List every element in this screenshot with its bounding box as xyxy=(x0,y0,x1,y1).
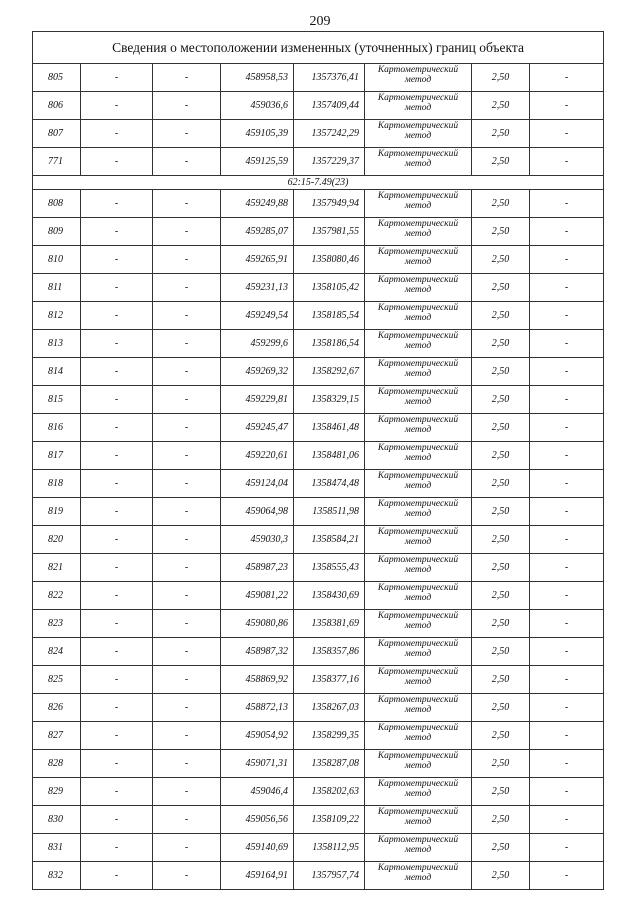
accuracy-cell: 2,50 xyxy=(472,470,530,498)
accuracy-cell: 2,50 xyxy=(472,246,530,274)
accuracy-cell: 2,50 xyxy=(472,498,530,526)
point-number-cell: 820 xyxy=(33,526,81,554)
point-number-cell: 813 xyxy=(33,330,81,358)
accuracy-cell: 2,50 xyxy=(472,386,530,414)
accuracy-cell: 2,50 xyxy=(472,694,530,722)
y-coordinate-cell: 1358461,48 xyxy=(294,414,365,442)
old-y-cell: - xyxy=(153,246,221,274)
old-x-cell: - xyxy=(81,722,153,750)
y-coordinate-cell: 1358109,22 xyxy=(294,806,365,834)
old-x-cell: - xyxy=(81,778,153,806)
x-coordinate-cell: 459249,88 xyxy=(221,190,294,218)
old-x-cell: - xyxy=(81,666,153,694)
description-cell: - xyxy=(530,722,604,750)
old-x-cell: - xyxy=(81,554,153,582)
point-number-cell: 808 xyxy=(33,190,81,218)
old-y-cell: - xyxy=(153,834,221,862)
accuracy-cell: 2,50 xyxy=(472,554,530,582)
point-number-cell: 831 xyxy=(33,834,81,862)
method-cell: Картометрический метод xyxy=(365,442,472,470)
table-title-row xyxy=(33,32,604,64)
description-cell: - xyxy=(530,862,604,890)
old-y-cell: - xyxy=(153,274,221,302)
old-y-cell: - xyxy=(153,694,221,722)
table-row xyxy=(33,526,604,554)
method-cell: Картометрический метод xyxy=(365,526,472,554)
table-row xyxy=(33,302,604,330)
method-cell: Картометрический метод xyxy=(365,750,472,778)
description-cell: - xyxy=(530,554,604,582)
accuracy-cell: 2,50 xyxy=(472,442,530,470)
accuracy-cell: 2,50 xyxy=(472,750,530,778)
x-coordinate-cell: 459220,61 xyxy=(221,442,294,470)
old-y-cell: - xyxy=(153,218,221,246)
accuracy-cell: 2,50 xyxy=(472,610,530,638)
table-row xyxy=(33,750,604,778)
y-coordinate-cell: 1358185,54 xyxy=(294,302,365,330)
y-coordinate-cell: 1358584,21 xyxy=(294,526,365,554)
y-coordinate-cell: 1358292,67 xyxy=(294,358,365,386)
point-number-cell: 832 xyxy=(33,862,81,890)
point-number-cell: 824 xyxy=(33,638,81,666)
y-coordinate-cell: 1358105,42 xyxy=(294,274,365,302)
point-number-cell: 810 xyxy=(33,246,81,274)
method-cell: Картометрический метод xyxy=(365,330,472,358)
y-coordinate-cell: 1358377,16 xyxy=(294,666,365,694)
x-coordinate-cell: 458958,53 xyxy=(221,64,294,92)
y-coordinate-cell: 1358299,35 xyxy=(294,722,365,750)
y-coordinate-cell: 1358381,69 xyxy=(294,610,365,638)
old-y-cell: - xyxy=(153,442,221,470)
point-number-cell: 827 xyxy=(33,722,81,750)
old-y-cell: - xyxy=(153,470,221,498)
table-row xyxy=(33,722,604,750)
description-cell: - xyxy=(530,694,604,722)
point-number-cell: 809 xyxy=(33,218,81,246)
y-coordinate-cell: 1357409,44 xyxy=(294,92,365,120)
old-x-cell: - xyxy=(81,148,153,176)
old-y-cell: - xyxy=(153,330,221,358)
old-y-cell: - xyxy=(153,806,221,834)
method-cell: Картометрический метод xyxy=(365,554,472,582)
table-row xyxy=(33,120,604,148)
y-coordinate-cell: 1357242,29 xyxy=(294,120,365,148)
description-cell: - xyxy=(530,834,604,862)
point-number-cell: 817 xyxy=(33,442,81,470)
accuracy-cell: 2,50 xyxy=(472,64,530,92)
old-x-cell: - xyxy=(81,386,153,414)
old-y-cell: - xyxy=(153,862,221,890)
x-coordinate-cell: 459056,56 xyxy=(221,806,294,834)
y-coordinate-cell: 1358329,15 xyxy=(294,386,365,414)
old-y-cell: - xyxy=(153,120,221,148)
old-y-cell: - xyxy=(153,582,221,610)
accuracy-cell: 2,50 xyxy=(472,526,530,554)
point-number-cell: 822 xyxy=(33,582,81,610)
method-cell: Картометрический метод xyxy=(365,498,472,526)
point-number-cell: 814 xyxy=(33,358,81,386)
table-row xyxy=(33,218,604,246)
description-cell: - xyxy=(530,638,604,666)
old-x-cell: - xyxy=(81,330,153,358)
x-coordinate-cell: 459269,32 xyxy=(221,358,294,386)
x-coordinate-cell: 459036,6 xyxy=(221,92,294,120)
accuracy-cell: 2,50 xyxy=(472,92,530,120)
y-coordinate-cell: 1358267,03 xyxy=(294,694,365,722)
description-cell: - xyxy=(530,666,604,694)
description-cell: - xyxy=(530,526,604,554)
point-number-cell: 821 xyxy=(33,554,81,582)
y-coordinate-cell: 1357949,94 xyxy=(294,190,365,218)
y-coordinate-cell: 1357981,55 xyxy=(294,218,365,246)
point-number-cell: 829 xyxy=(33,778,81,806)
accuracy-cell: 2,50 xyxy=(472,806,530,834)
point-number-cell: 828 xyxy=(33,750,81,778)
table-row xyxy=(33,610,604,638)
point-number-cell: 816 xyxy=(33,414,81,442)
x-coordinate-cell: 459265,91 xyxy=(221,246,294,274)
accuracy-cell: 2,50 xyxy=(472,190,530,218)
y-coordinate-cell: 1358511,98 xyxy=(294,498,365,526)
method-cell: Картометрический метод xyxy=(365,582,472,610)
description-cell: - xyxy=(530,190,604,218)
description-cell: - xyxy=(530,470,604,498)
method-cell: Картометрический метод xyxy=(365,92,472,120)
description-cell: - xyxy=(530,218,604,246)
point-number-cell: 771 xyxy=(33,148,81,176)
old-x-cell: - xyxy=(81,414,153,442)
description-cell: - xyxy=(530,64,604,92)
old-y-cell: - xyxy=(153,190,221,218)
old-x-cell: - xyxy=(81,638,153,666)
accuracy-cell: 2,50 xyxy=(472,778,530,806)
old-x-cell: - xyxy=(81,582,153,610)
method-cell: Картометрический метод xyxy=(365,64,472,92)
table-row xyxy=(33,806,604,834)
table-row xyxy=(33,190,604,218)
table-row xyxy=(33,498,604,526)
x-coordinate-cell: 459105,39 xyxy=(221,120,294,148)
y-coordinate-cell: 1358080,46 xyxy=(294,246,365,274)
accuracy-cell: 2,50 xyxy=(472,862,530,890)
method-cell: Картометрический метод xyxy=(365,386,472,414)
table-row xyxy=(33,834,604,862)
point-number-cell: 807 xyxy=(33,120,81,148)
method-cell: Картометрический метод xyxy=(365,806,472,834)
x-coordinate-cell: 459231,13 xyxy=(221,274,294,302)
y-coordinate-cell: 1358474,48 xyxy=(294,470,365,498)
point-number-cell: 812 xyxy=(33,302,81,330)
description-cell: - xyxy=(530,358,604,386)
old-x-cell: - xyxy=(81,358,153,386)
accuracy-cell: 2,50 xyxy=(472,218,530,246)
old-x-cell: - xyxy=(81,64,153,92)
table-row xyxy=(33,414,604,442)
old-x-cell: - xyxy=(81,694,153,722)
old-y-cell: - xyxy=(153,666,221,694)
table-row xyxy=(33,694,604,722)
point-number-cell: 823 xyxy=(33,610,81,638)
description-cell: - xyxy=(530,92,604,120)
old-x-cell: - xyxy=(81,190,153,218)
accuracy-cell: 2,50 xyxy=(472,148,530,176)
old-y-cell: - xyxy=(153,750,221,778)
method-cell: Картометрический метод xyxy=(365,694,472,722)
method-cell: Картометрический метод xyxy=(365,666,472,694)
old-y-cell: - xyxy=(153,92,221,120)
method-cell: Картометрический метод xyxy=(365,778,472,806)
x-coordinate-cell: 459046,4 xyxy=(221,778,294,806)
table-row xyxy=(33,358,604,386)
accuracy-cell: 2,50 xyxy=(472,302,530,330)
table-row xyxy=(33,554,604,582)
old-y-cell: - xyxy=(153,554,221,582)
description-cell: - xyxy=(530,414,604,442)
old-x-cell: - xyxy=(81,470,153,498)
x-coordinate-cell: 459064,98 xyxy=(221,498,294,526)
old-x-cell: - xyxy=(81,274,153,302)
old-x-cell: - xyxy=(81,526,153,554)
accuracy-cell: 2,50 xyxy=(472,414,530,442)
old-y-cell: - xyxy=(153,778,221,806)
description-cell: - xyxy=(530,386,604,414)
description-cell: - xyxy=(530,498,604,526)
y-coordinate-cell: 1358186,54 xyxy=(294,330,365,358)
old-x-cell: - xyxy=(81,92,153,120)
y-coordinate-cell: 1358202,63 xyxy=(294,778,365,806)
x-coordinate-cell: 459249,54 xyxy=(221,302,294,330)
y-coordinate-cell: 1357376,41 xyxy=(294,64,365,92)
description-cell: - xyxy=(530,120,604,148)
section-label: 62:15-7.49(23) xyxy=(33,176,604,190)
boundary-coordinates-table xyxy=(32,31,604,890)
method-cell: Картометрический метод xyxy=(365,246,472,274)
old-x-cell: - xyxy=(81,246,153,274)
table-body xyxy=(33,32,604,890)
table-row xyxy=(33,442,604,470)
old-y-cell: - xyxy=(153,386,221,414)
x-coordinate-cell: 459140,69 xyxy=(221,834,294,862)
old-x-cell: - xyxy=(81,610,153,638)
old-y-cell: - xyxy=(153,358,221,386)
x-coordinate-cell: 459030,3 xyxy=(221,526,294,554)
method-cell: Картометрический метод xyxy=(365,274,472,302)
old-x-cell: - xyxy=(81,302,153,330)
table-row xyxy=(33,92,604,120)
x-coordinate-cell: 459071,31 xyxy=(221,750,294,778)
description-cell: - xyxy=(530,442,604,470)
method-cell: Картометрический метод xyxy=(365,610,472,638)
old-x-cell: - xyxy=(81,834,153,862)
y-coordinate-cell: 1357957,74 xyxy=(294,862,365,890)
page-number: 209 xyxy=(309,14,331,29)
old-y-cell: - xyxy=(153,526,221,554)
accuracy-cell: 2,50 xyxy=(472,120,530,148)
x-coordinate-cell: 459080,86 xyxy=(221,610,294,638)
description-cell: - xyxy=(530,610,604,638)
method-cell: Картометрический метод xyxy=(365,722,472,750)
table-row xyxy=(33,246,604,274)
description-cell: - xyxy=(530,148,604,176)
table-row xyxy=(33,330,604,358)
old-x-cell: - xyxy=(81,218,153,246)
table-row xyxy=(33,64,604,92)
x-coordinate-cell: 458987,23 xyxy=(221,554,294,582)
old-y-cell: - xyxy=(153,498,221,526)
x-coordinate-cell: 458872,13 xyxy=(221,694,294,722)
method-cell: Картометрический метод xyxy=(365,120,472,148)
method-cell: Картометрический метод xyxy=(365,862,472,890)
x-coordinate-cell: 458869,92 xyxy=(221,666,294,694)
point-number-cell: 819 xyxy=(33,498,81,526)
method-cell: Картометрический метод xyxy=(365,190,472,218)
accuracy-cell: 2,50 xyxy=(472,330,530,358)
description-cell: - xyxy=(530,274,604,302)
old-x-cell: - xyxy=(81,498,153,526)
description-cell: - xyxy=(530,330,604,358)
description-cell: - xyxy=(530,246,604,274)
point-number-cell: 815 xyxy=(33,386,81,414)
x-coordinate-cell: 459081,22 xyxy=(221,582,294,610)
old-x-cell: - xyxy=(81,750,153,778)
table-row xyxy=(33,582,604,610)
old-x-cell: - xyxy=(81,120,153,148)
method-cell: Картометрический метод xyxy=(365,218,472,246)
accuracy-cell: 2,50 xyxy=(472,666,530,694)
point-number-cell: 806 xyxy=(33,92,81,120)
old-x-cell: - xyxy=(81,862,153,890)
description-cell: - xyxy=(530,302,604,330)
old-y-cell: - xyxy=(153,414,221,442)
accuracy-cell: 2,50 xyxy=(472,358,530,386)
accuracy-cell: 2,50 xyxy=(472,834,530,862)
method-cell: Картометрический метод xyxy=(365,470,472,498)
method-cell: Картометрический метод xyxy=(365,414,472,442)
y-coordinate-cell: 1358481,06 xyxy=(294,442,365,470)
y-coordinate-cell: 1358112,95 xyxy=(294,834,365,862)
table-row xyxy=(33,148,604,176)
old-y-cell: - xyxy=(153,302,221,330)
table-row xyxy=(33,386,604,414)
point-number-cell: 825 xyxy=(33,666,81,694)
point-number-cell: 811 xyxy=(33,274,81,302)
description-cell: - xyxy=(530,582,604,610)
old-y-cell: - xyxy=(153,722,221,750)
old-x-cell: - xyxy=(81,806,153,834)
x-coordinate-cell: 459164,91 xyxy=(221,862,294,890)
table-row xyxy=(33,638,604,666)
y-coordinate-cell: 1358555,43 xyxy=(294,554,365,582)
table-row xyxy=(33,862,604,890)
x-coordinate-cell: 459245,47 xyxy=(221,414,294,442)
x-coordinate-cell: 459124,04 xyxy=(221,470,294,498)
x-coordinate-cell: 459054,92 xyxy=(221,722,294,750)
accuracy-cell: 2,50 xyxy=(472,638,530,666)
point-number-cell: 805 xyxy=(33,64,81,92)
table-row xyxy=(33,666,604,694)
method-cell: Картометрический метод xyxy=(365,358,472,386)
point-number-cell: 826 xyxy=(33,694,81,722)
description-cell: - xyxy=(530,806,604,834)
y-coordinate-cell: 1358287,08 xyxy=(294,750,365,778)
y-coordinate-cell: 1358357,86 xyxy=(294,638,365,666)
old-y-cell: - xyxy=(153,64,221,92)
point-number-cell: 830 xyxy=(33,806,81,834)
x-coordinate-cell: 459229,81 xyxy=(221,386,294,414)
method-cell: Картометрический метод xyxy=(365,148,472,176)
table-row xyxy=(33,470,604,498)
x-coordinate-cell: 459285,07 xyxy=(221,218,294,246)
old-x-cell: - xyxy=(81,442,153,470)
point-number-cell: 818 xyxy=(33,470,81,498)
description-cell: - xyxy=(530,750,604,778)
accuracy-cell: 2,50 xyxy=(472,274,530,302)
x-coordinate-cell: 458987,32 xyxy=(221,638,294,666)
method-cell: Картометрический метод xyxy=(365,834,472,862)
table-row xyxy=(33,778,604,806)
accuracy-cell: 2,50 xyxy=(472,722,530,750)
method-cell: Картометрический метод xyxy=(365,638,472,666)
old-y-cell: - xyxy=(153,148,221,176)
x-coordinate-cell: 459125,59 xyxy=(221,148,294,176)
method-cell: Картометрический метод xyxy=(365,302,472,330)
table-title: Сведения о местоположении измененных (уточненных) границ объекта xyxy=(33,32,604,64)
description-cell: - xyxy=(530,778,604,806)
y-coordinate-cell: 1358430,69 xyxy=(294,582,365,610)
old-y-cell: - xyxy=(153,610,221,638)
table-row xyxy=(33,274,604,302)
old-y-cell: - xyxy=(153,638,221,666)
y-coordinate-cell: 1357229,37 xyxy=(294,148,365,176)
section-header-row xyxy=(33,176,604,190)
accuracy-cell: 2,50 xyxy=(472,582,530,610)
x-coordinate-cell: 459299,6 xyxy=(221,330,294,358)
